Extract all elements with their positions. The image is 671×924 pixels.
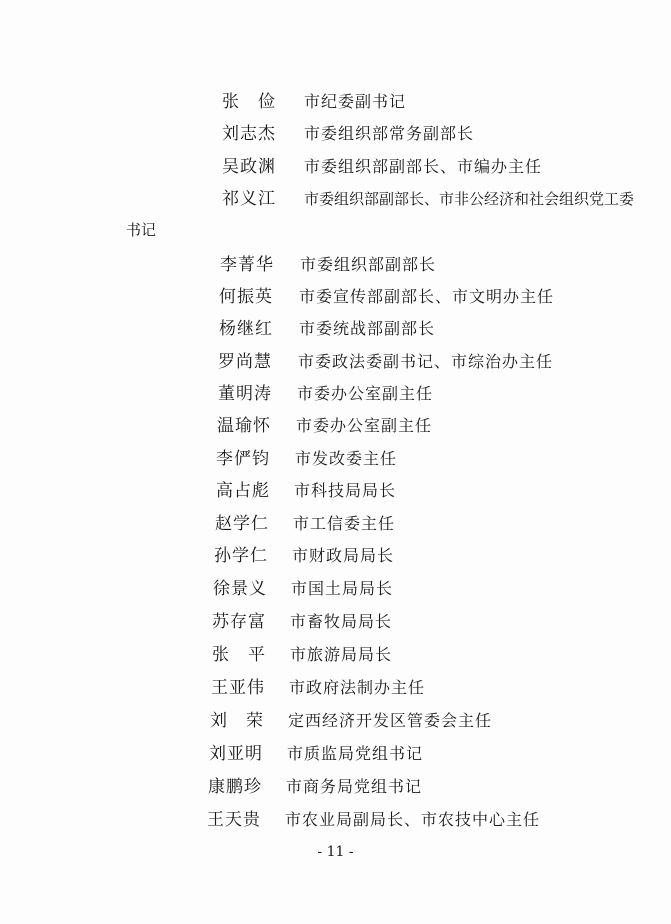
person-name: 刘志杰: [222, 124, 276, 144]
person-name: 苏存富: [212, 612, 266, 632]
person-name: 吴政渊: [222, 157, 276, 177]
person-title: 市委办公室副主任: [296, 416, 433, 435]
person-name: 康鹏珍: [208, 777, 262, 797]
person-name: 王亚伟: [211, 678, 265, 698]
person-title: 市农业局副局长、市农技中心主任: [285, 810, 541, 829]
person-name: 徐景义: [213, 579, 267, 599]
person-name: 张 平: [212, 645, 266, 665]
person-name: 刘 荣: [210, 711, 264, 731]
person-name: 孙学仁: [214, 546, 268, 566]
title-continuation: 书记: [126, 221, 157, 239]
person-title: 市委组织部常务副部长: [304, 124, 475, 143]
page-number: - 11 -: [317, 844, 354, 860]
person-title: 市政府法制办主任: [289, 678, 426, 697]
person-title: 市委组织部副部长、市编办主任: [304, 157, 543, 176]
person-name: 张 俭: [222, 92, 276, 112]
person-name: 李俨钧: [216, 449, 270, 469]
person-title: 市委组织部副部长、市非公经济和社会组织党工委: [304, 190, 635, 208]
person-title: 市委办公室副主任: [297, 384, 434, 403]
person-name: 何振英: [219, 287, 273, 307]
person-title: 市国土局局长: [291, 579, 394, 598]
person-title: 市纪委副书记: [304, 92, 407, 111]
person-title: 市工信委主任: [293, 514, 396, 533]
person-name: 高占彪: [216, 481, 270, 501]
person-title: 市发改委主任: [295, 449, 398, 468]
person-title: 市质监局党组书记: [287, 744, 424, 763]
person-title: 市科技局局长: [294, 481, 397, 500]
person-name: 王天贵: [207, 810, 261, 830]
person-title: 市畜牧局局长: [290, 612, 393, 631]
person-name: 罗尚慧: [218, 352, 272, 372]
person-title: 市委统战部副部长: [299, 319, 436, 338]
person-title: 市旅游局局长: [290, 645, 393, 664]
person-title: 定西经济开发区管委会主任: [288, 711, 493, 730]
person-title: 市委政法委副书记、市综治办主任: [298, 352, 554, 371]
person-name: 董明涛: [218, 384, 272, 404]
person-name: 祁义江: [222, 189, 276, 209]
person-title: 市财政局局长: [292, 546, 395, 565]
person-title: 市商务局党组书记: [286, 777, 423, 796]
person-name: 杨继红: [219, 319, 273, 339]
person-title: 市委组织部副部长: [300, 255, 437, 274]
person-name: 李菁华: [220, 255, 274, 275]
person-name: 温瑜怀: [217, 416, 271, 436]
person-title: 市委宣传部副部长、市文明办主任: [299, 287, 555, 306]
person-name: 刘亚明: [209, 744, 263, 764]
person-name: 赵学仁: [215, 514, 269, 534]
